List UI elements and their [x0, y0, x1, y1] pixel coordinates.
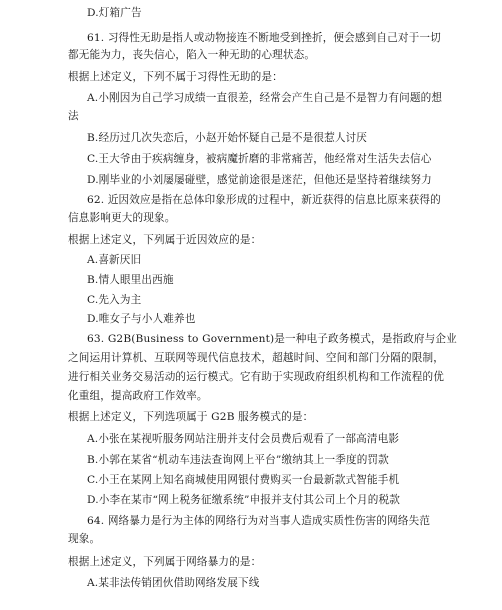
q63-definition-line4: 化重组，提高政府工作效率。: [68, 390, 208, 402]
q63-question: 根据上述定义，下列选项属于 G2B 服务模式的是：: [68, 411, 314, 423]
q64-question: 根据上述定义，下列属于网络暴力的是：: [68, 556, 262, 568]
q61-definition-line1: 61. 习得性无助是指人或动物接连不断地受到挫折，便会感到自己对于一切: [87, 32, 441, 44]
q63-option-d: D.小李在某市“网上税务征缴系统”申报并支付其公司上个月的税款: [87, 494, 400, 506]
q61-definition-line2: 都无能为力，丧失信心，陷入一种无助的心理状态。: [68, 49, 316, 61]
q63-definition-line2: 之间运用计算机、互联网等现代信息技术，超越时间、空间和部门分隔的限制，: [68, 352, 445, 364]
q64-definition-line2: 现象。: [68, 533, 101, 545]
q64-option-a: A.某非法传销团伙借助网络发展下线: [87, 577, 260, 589]
q64-definition-line1: 64. 网络暴力是行为主体的网络行为对当事人造成实质性伤害的网络失范: [87, 515, 431, 527]
q61-option-a-line2: 法: [68, 110, 79, 122]
q60-option-d: D.灯箱广告: [87, 7, 142, 19]
q63-option-c: C.小王在某网上知名商城使用网银付费购买一台最新款式智能手机: [87, 474, 400, 486]
q61-option-c: C.王大爷由于疾病缠身，被病魔折磨的非常痛苦，他经常对生活失去信心: [87, 153, 432, 165]
q62-definition-line1: 62. 近因效应是指在总体印象形成的过程中，新近获得的信息比原来获得的: [87, 194, 441, 206]
q62-question: 根据上述定义，下列属于近因效应的是：: [68, 234, 262, 246]
q61-option-d: D.刚毕业的小刘屡屡碰壁，感觉前途很是迷茫，但他还是坚持着继续努力: [87, 174, 432, 186]
q63-definition-line3: 进行相关业务交易活动的运行模式。它有助于实现政府组织机构和工作流程的优: [68, 371, 445, 383]
q61-option-a-line1: A.小刚因为自己学习成绩一直很差，经常会产生自己是不是智力有问题的想: [87, 92, 443, 104]
q62-option-b: B.情人眼里出西施: [87, 274, 174, 286]
q62-option-a: A.喜新厌旧: [87, 254, 142, 266]
q63-definition-line1: 63. G2B(Business to Government)是一种电子政务模式，是指政府与企业: [87, 333, 457, 345]
q61-question: 根据上述定义，下列不属于习得性无助的是：: [68, 71, 283, 83]
q63-option-b: B.小郭在某省“机动车违法查询网上平台”缴纳其上一季度的罚款: [87, 454, 389, 466]
q62-option-d: D.唯女子与小人难养也: [87, 313, 196, 325]
q61-option-b: B.经历过几次失恋后，小赵开始怀疑自己是不是很惹人讨厌: [87, 132, 368, 144]
q62-definition-line2: 信息影响更大的现象。: [68, 212, 176, 224]
q63-option-a: A.小张在某视听服务网站注册并支付会员费后观看了一部高清电影: [87, 433, 400, 445]
q62-option-c: C.先入为主: [87, 294, 142, 306]
